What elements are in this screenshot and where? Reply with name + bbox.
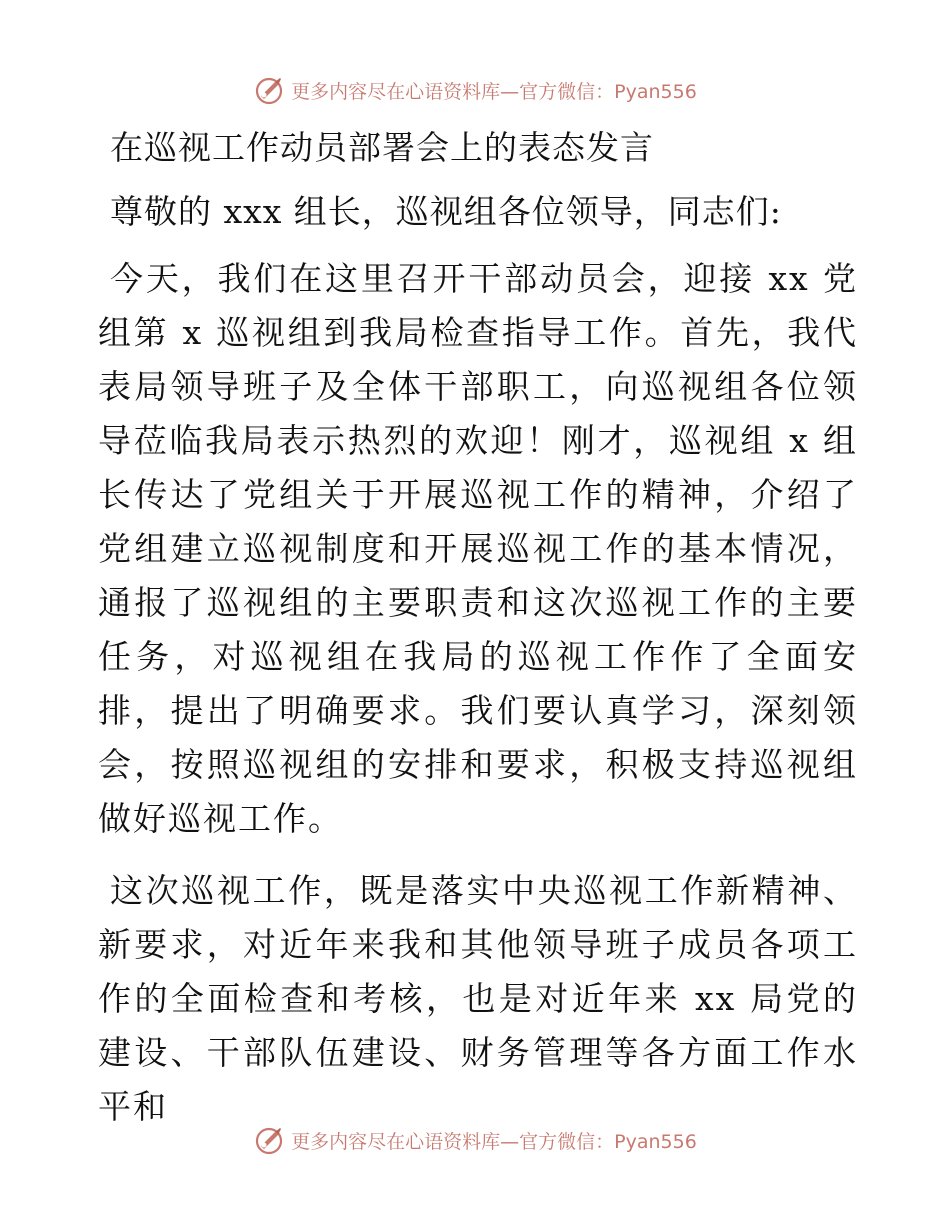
document-title: 在巡视工作动员部署会上的表态发言 <box>110 128 654 167</box>
paragraph: 今天，我们在这里召开干部动员会，迎接 xx 党组第 x 巡视组到我局检查指导工作。首先，我代表局领导班子及全体干部职工，向巡视组各位领导莅临我局表示热烈的欢迎！刚才，巡视组 x 组长传达了党组关于开展巡视工作的精神，介绍了党组建立巡视制度和开展巡视工作的基本情况，通报了巡视组的主要职责和这次巡视工作的主要任务，对巡视组在我局的巡视工作作了全面安排，提出了明确要求。我们要认真学习，深刻领会，按照巡视组的安排和要求，积极支持巡视组做好巡视工作。 <box>98 259 858 838</box>
paragraph: 这次巡视工作，既是落实中央巡视工作新精神、新要求，对近年来我和其他领导班子成员各项工作的全面检查和考核，也是对近年来 xx 局党的建设、干部队伍建设、财务管理等各方面工作水平和 <box>98 871 858 1126</box>
salutation: 尊敬的 xxx 组长，巡视组各位领导，同志们: <box>110 192 782 231</box>
watermark-footer <box>0 1122 950 1158</box>
quill-logo-icon <box>253 1124 285 1156</box>
watermark-header <box>0 72 950 108</box>
quill-logo-icon <box>253 74 285 106</box>
document-body <box>98 126 858 1152</box>
watermark-text: 更多内容尽在心语资料库—官方微信：Pyan556 <box>291 1130 697 1153</box>
watermark-text: 更多内容尽在心语资料库—官方微信：Pyan556 <box>291 80 697 103</box>
